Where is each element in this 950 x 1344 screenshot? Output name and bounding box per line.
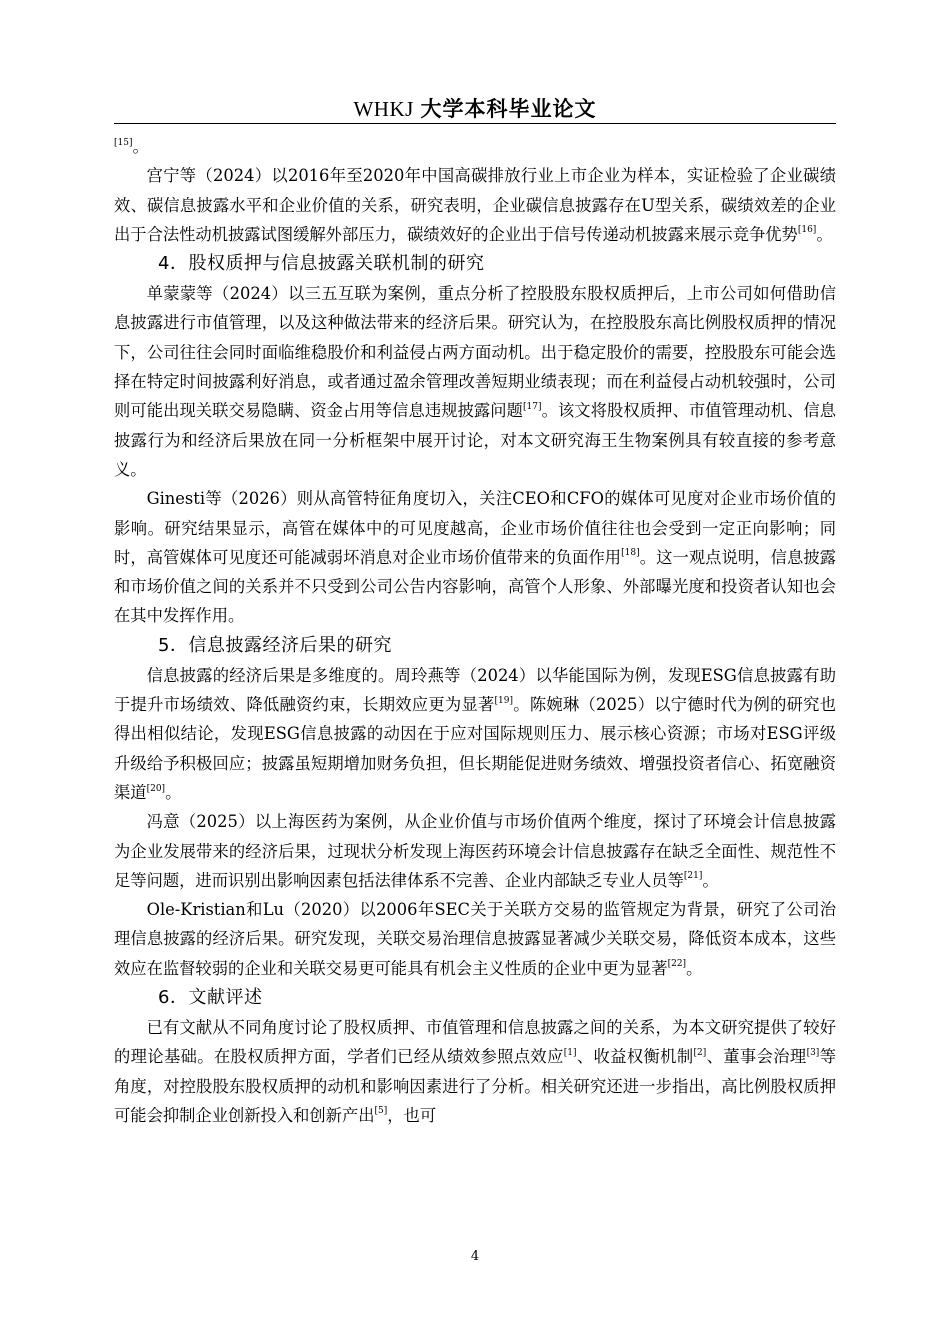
citation: [3] bbox=[806, 1047, 820, 1058]
header-title: 大学本科毕业论文 bbox=[420, 97, 597, 121]
page-header bbox=[114, 96, 836, 122]
section-heading-6: 6．文献评述 bbox=[158, 987, 263, 1009]
citation: [19] bbox=[494, 695, 514, 706]
section-heading-5: 5．信息披露经济后果的研究 bbox=[158, 634, 392, 656]
paragraph: Ole-Kristian和Lu（2020）以2006年SEC关于关联方交易的监管规定为背景，研究了公司治理信息披露的经济后果。研究发现，关联交易治理信息披露显著减少关联交易，降低资本成本，这些效应在监督较弱的企业和关联交易更可能具有机会主义性质的企业中更为显著[22]。 bbox=[114, 900, 836, 978]
citation: [18] bbox=[621, 548, 640, 559]
paragraph: Ginesti等（2026）则从高管特征角度切入，关注CEO和CFO的媒体可见度对企业市场价值的影响。研究结果显示，高管在媒体中的可见度越高，企业市场价值往往也会受到一定正向影响；同时，高管媒体可见度还可能减弱坏消息对企业市场价值带来的负面作用[18]。这一观点说明，信息披露和市场价值之间的关系并不只受到公司公告内容影响，高管个人形象、外部曝光度和投资者认知也会在其中发挥作用。 bbox=[114, 489, 836, 626]
header-rule bbox=[114, 123, 836, 124]
citation: [22] bbox=[667, 959, 687, 970]
page-number: 4 bbox=[470, 1249, 480, 1264]
citation: [21] bbox=[683, 871, 703, 882]
section-heading-4: 4．股权质押与信息披露关联机制的研究 bbox=[158, 253, 485, 275]
citation: [2] bbox=[693, 1047, 707, 1058]
citation: [16] bbox=[797, 225, 817, 236]
citation: [1] bbox=[563, 1047, 577, 1058]
paragraph: 单蒙蒙等（2024）以三五互联为案例，重点分析了控股股东股权质押后，上市公司如何借助信息披露进行市值管理，以及这种做法带来的经济后果。研究认为，在控股股东高比例股权质押的情况下，公司往往会同时面临维稳股价和利益侵占两方面动机。出于稳定股价的需要，控股股东可能会选择在特定时间披露利好消息，或者通过盈余管理改善短期业绩表现；而在利益侵占动机较强时，公司则可能出现关联交易隐瞒、资金占用等信息违规披露问题[17]。该文将股权质押、市值管理动机、信息披露行为和经济后果放在同一分析框架中展开讨论，对本文研究海王生物案例具有较直接的参考意义。 bbox=[114, 284, 836, 479]
body-text bbox=[114, 132, 836, 1130]
citation: [5] bbox=[374, 1106, 388, 1117]
citation: [20] bbox=[146, 783, 166, 794]
header-code: WHKJ bbox=[353, 97, 414, 121]
citation: [15] bbox=[114, 137, 133, 148]
paragraph: 已有文献从不同角度讨论了股权质押、市值管理和信息披露之间的关系，为本文研究提供了较好的理论基础。在股权质押方面，学者们已经从绩效参照点效应[1]、收益权衡机制[2]、董事会治理[3]等角度，对控股股东股权质押的动机和影响因素进行了分析。相关研究还进一步指出，高比例股权质押可能会抑制企业创新投入和创新产出[5]，也可 bbox=[114, 1018, 836, 1125]
paragraph: 宫宁等（2024）以2016年至2020年中国高碳排放行业上市企业为样本，实证检验了企业碳绩效、碳信息披露水平和企业价值的关系，研究表明，企业碳信息披露存在U型关系，碳绩效差的企业出于合法性动机披露试图缓解外部压力，碳绩效好的企业出于信号传递动机披露来展示竞争优势[16]。 bbox=[114, 166, 836, 244]
paragraph: 信息披露的经济后果是多维度的。周玲燕等（2024）以华能国际为例，发现ESG信息披露有助于提升市场绩效、降低融资约束，长期效应更为显著[19]。陈婉琳（2025）以宁德时代为例的研究也得出相似结论，发现ESG信息披露的动因在于应对国际规则压力、展示核心资源；市场对ESG评级升级给予积极回应；披露虽短期增加财务负担，但长期能促进财务绩效、增强投资者信心、拓宽融资渠道[20]。 bbox=[114, 665, 836, 802]
citation: [17] bbox=[523, 401, 542, 412]
paragraph: 冯意（2025）以上海医药为案例，从企业价值与市场价值两个维度，探讨了环境会计信息披露为企业发展带来的经济后果，过现状分析发现上海医药环境会计信息披露存在缺乏全面性、规范性不足等问题，进而识别出影响因素包括法律体系不完善、企业内部缺乏专业人员等[21]。 bbox=[114, 812, 836, 890]
paragraph-continuation: [15]。 bbox=[114, 137, 149, 156]
